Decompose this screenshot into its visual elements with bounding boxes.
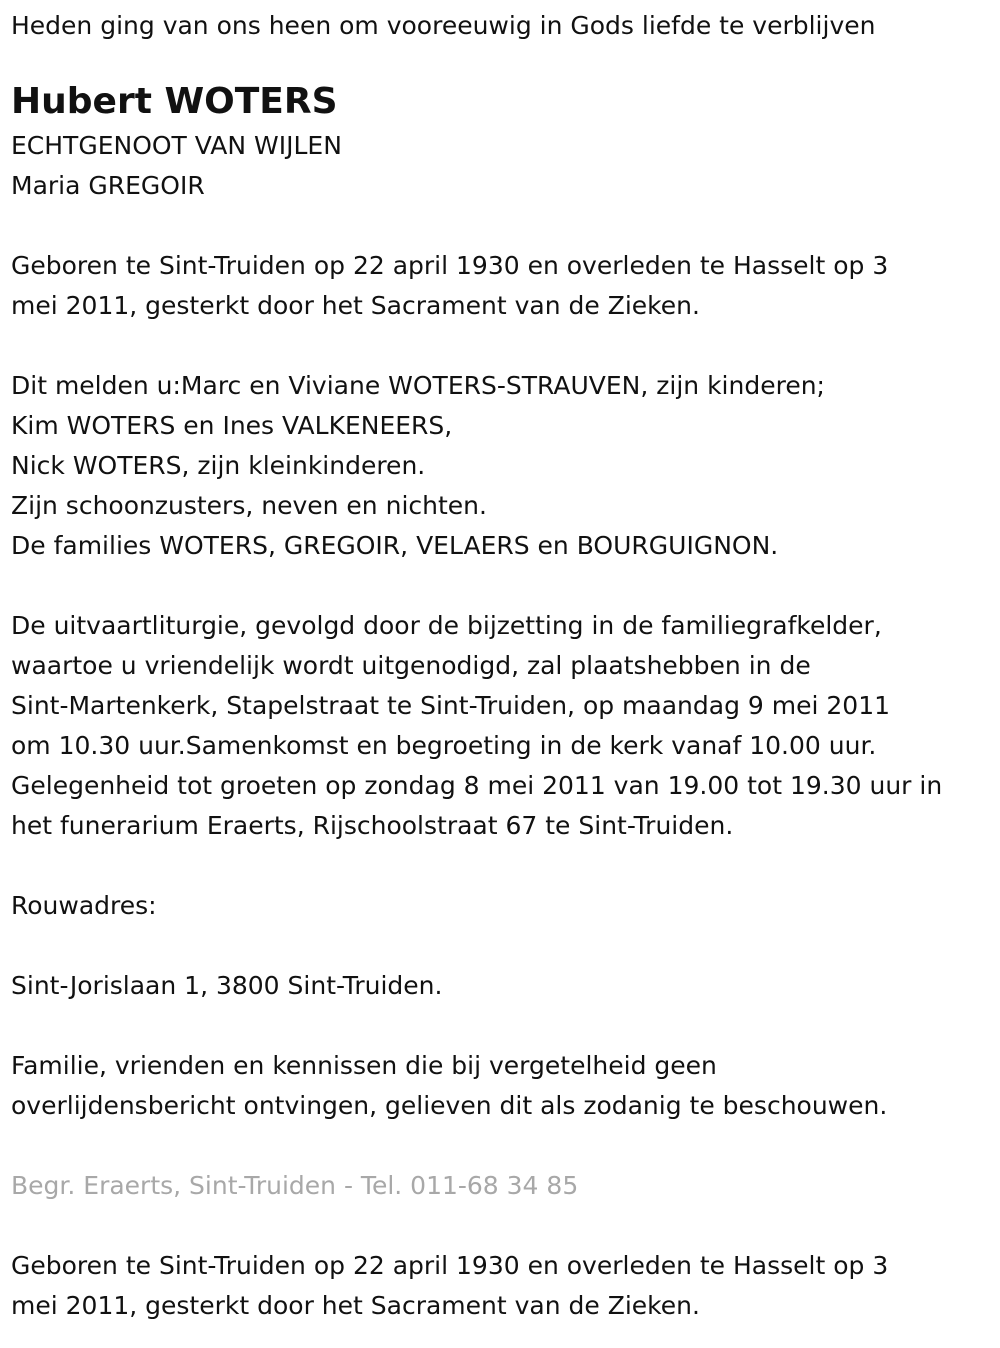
paragraph-line: overlijdensbericht ontvingen, gelieven dit als zodanig te beschouwen.: [11, 1091, 888, 1120]
paragraph-line: het funerarium Eraerts, Rijschoolstraat 67 te Sint-Truiden.: [11, 811, 734, 840]
paragraph-line: Geboren te Sint-Truiden op 22 april 1930 en overleden te Hasselt op 3: [11, 1251, 889, 1280]
spacer: [11, 326, 1000, 366]
spacer: [11, 1126, 1000, 1166]
intro-text: Heden ging van ons heen om vooreeuwig in Gods liefde te verblijven: [11, 11, 876, 40]
paragraph-line: mei 2011, gesterkt door het Sacrament van de Zieken.: [11, 1291, 700, 1320]
paragraph-line: De uitvaartliturgie, gevolgd door de bijzetting in de familiegrafkelder,: [11, 611, 882, 640]
paragraph-line: Geboren te Sint-Truiden op 22 april 1930 en overleden te Hasselt op 3: [11, 251, 889, 280]
paragraph-line: Sint-Martenkerk, Stapelstraat te Sint-Truiden, op maandag 9 mei 2011: [11, 691, 891, 720]
spacer: [11, 846, 1000, 886]
paragraph-line: Familie, vrienden en kennissen die bij vergetelheid geen: [11, 1051, 717, 1080]
spacer: [11, 1206, 1000, 1246]
funeral-paragraph: [11, 606, 1000, 846]
paragraph-line: Gelegenheid tot groeten op zondag 8 mei 2011 van 19.00 tot 19.30 uur in: [11, 771, 943, 800]
spouse-name: Maria GREGOIR: [11, 171, 205, 200]
paragraph-line: om 10.30 uur.Samenkomst en begroeting in de kerk vanaf 10.00 uur.: [11, 731, 877, 760]
paragraph-line: Dit melden u:Marc en Viviane WOTERS-STRAUVEN, zijn kinderen;: [11, 371, 825, 400]
announcers-paragraph: [11, 366, 1000, 566]
paragraph-line: De families WOTERS, GREGOIR, VELAERS en BOURGUIGNON.: [11, 531, 779, 560]
undertaker-contact: Begr. Eraerts, Sint-Truiden - Tel. 011-68 34 85: [11, 1171, 579, 1200]
spacer: [11, 566, 1000, 606]
paragraph-line: Nick WOTERS, zijn kleinkinderen.: [11, 451, 426, 480]
spacer: [11, 1006, 1000, 1046]
spacer: [11, 206, 1000, 246]
notice-paragraph: [11, 1046, 1000, 1126]
mourning-address-label: Rouwadres:: [11, 891, 157, 920]
relation-text: ECHTGENOOT VAN WIJLEN: [11, 131, 342, 160]
mourning-address: Sint-Jorislaan 1, 3800 Sint-Truiden.: [11, 971, 443, 1000]
spacer: [11, 926, 1000, 966]
birth-death-repeat-paragraph: [11, 1246, 1000, 1326]
birth-death-paragraph: [11, 246, 1000, 326]
paragraph-line: waartoe u vriendelijk wordt uitgenodigd, zal plaatshebben in de: [11, 651, 811, 680]
paragraph-line: Kim WOTERS en Ines VALKENEERS,: [11, 411, 453, 440]
paragraph-line: mei 2011, gesterkt door het Sacrament van de Zieken.: [11, 291, 700, 320]
paragraph-line: Zijn schoonzusters, neven en nichten.: [11, 491, 487, 520]
deceased-name: Hubert WOTERS: [11, 81, 338, 122]
